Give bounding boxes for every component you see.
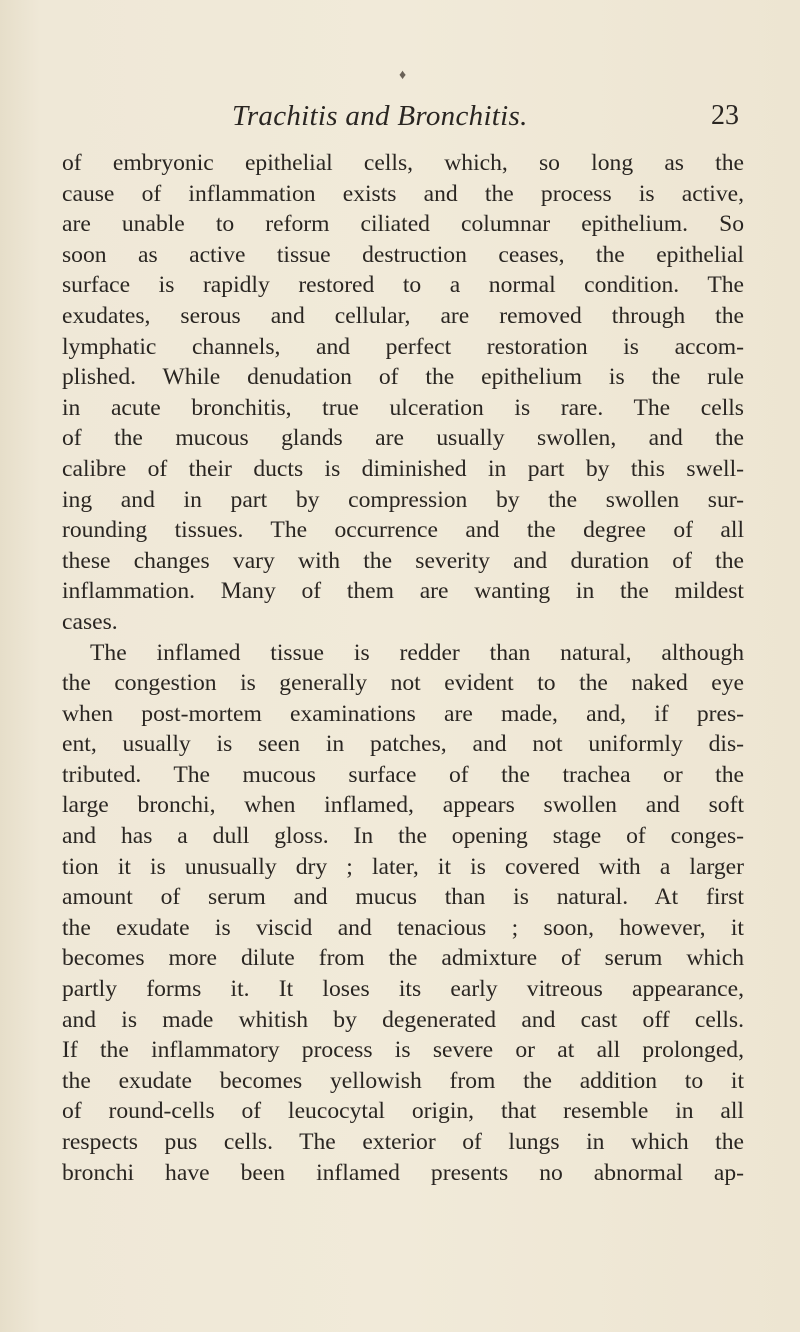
text-line: inflammation. Many of them are wanting in the mildest — [62, 578, 744, 605]
text-line: lymphatic channels, and perfect restoration is accom- — [62, 333, 744, 360]
text-line: large bronchi, when inflamed, appears swollen and soft — [62, 792, 744, 819]
text-line: are unable to reform ciliated columnar epithelium. So — [62, 211, 744, 238]
text-line: of embryonic epithelial cells, which, so long as the — [62, 150, 744, 176]
text-line: ing and in part by compression by the swollen sur- — [62, 486, 744, 513]
text-line: exudates, serous and cellular, are removed through the — [62, 302, 744, 329]
text-line: cases. — [62, 608, 118, 635]
text-line: becomes more dilute from the admixture of serum which — [62, 945, 744, 972]
text-line: rounding tissues. The occurrence and the degree of all — [62, 517, 744, 544]
text-line: the congestion is generally not evident to the naked eye — [62, 670, 744, 697]
text-line: soon as active tissue destruction ceases, the epithelial — [62, 241, 744, 268]
page-number: 23 — [711, 100, 739, 131]
text-line: and has a dull gloss. In the opening stage of conges- — [62, 823, 744, 850]
body-text — [62, 148, 744, 1188]
running-head — [0, 100, 800, 140]
text-line: If the inflammatory process is severe or at all prolonged, — [62, 1037, 744, 1064]
ornament-mark: ♦ — [399, 68, 407, 83]
text-line: the exudate is viscid and tenacious ; soon, however, it — [62, 914, 744, 941]
text-line: the exudate becomes yellowish from the addition to it — [62, 1067, 744, 1094]
text-line: of the mucous glands are usually swollen, and the — [62, 425, 744, 452]
text-line: cause of inflammation exists and the process is active, — [62, 180, 744, 207]
text-line: partly forms it. It loses its early vitreous appearance, — [62, 976, 744, 1003]
text-line: and is made whitish by degenerated and cast off cells. — [62, 1006, 744, 1033]
text-line: calibre of their ducts is diminished in part by this swell- — [62, 455, 744, 482]
text-line: when post-mortem examinations are made, and, if pres- — [62, 700, 744, 727]
text-line: bronchi have been inflamed presents no abnormal ap- — [62, 1159, 744, 1186]
text-line: respects pus cells. The exterior of lungs in which the — [62, 1129, 744, 1155]
text-line: surface is rapidly restored to a normal condition. The — [62, 272, 744, 299]
text-line: ent, usually is seen in patches, and not uniformly dis- — [62, 731, 744, 758]
text-line: tion it is unusually dry ; later, it is covered with a larger — [62, 853, 744, 880]
text-line: plished. While denudation of the epithelium is the rule — [62, 364, 744, 391]
text-line: tributed. The mucous surface of the trachea or the — [62, 761, 744, 788]
text-line: these changes vary with the severity and duration of the — [62, 547, 744, 574]
text-line: of round-cells of leucocytal origin, that resemble in all — [62, 1098, 744, 1125]
text-line: The inflamed tissue is redder than natural, although — [90, 639, 744, 666]
running-title: Trachitis and Bronchitis. — [232, 100, 528, 132]
text-line: in acute bronchitis, true ulceration is rare. The cells — [62, 394, 744, 421]
text-line: amount of serum and mucus than is natural. At first — [62, 884, 744, 911]
